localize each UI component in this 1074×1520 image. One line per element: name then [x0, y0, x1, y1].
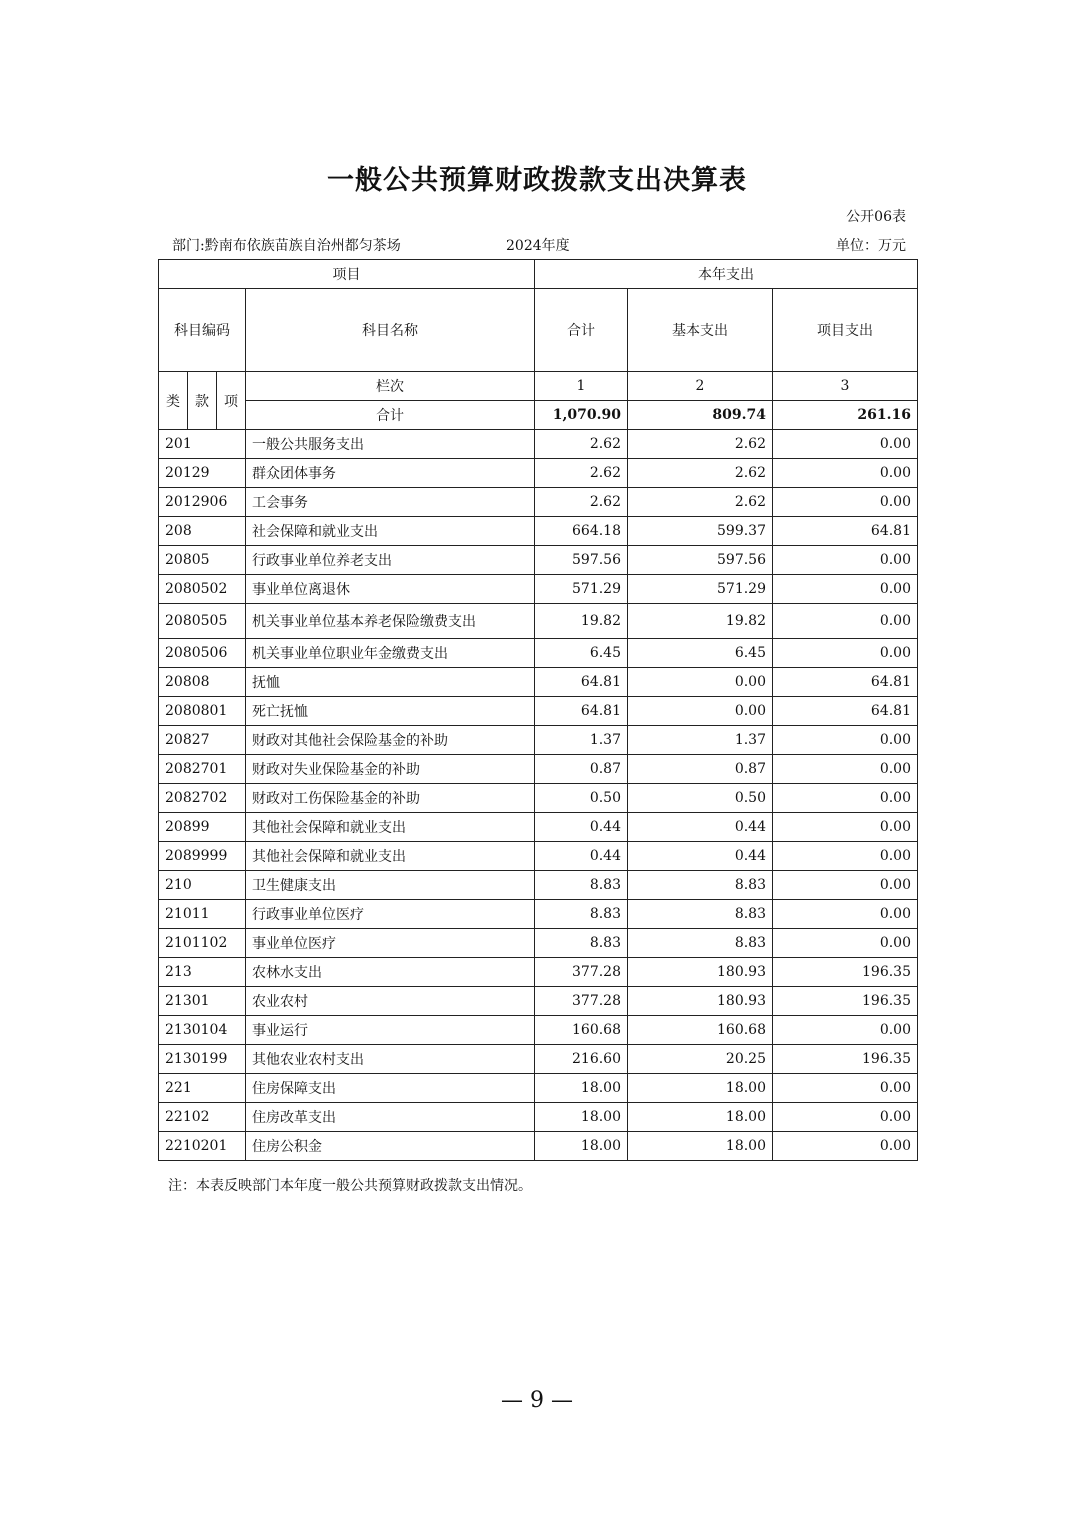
table-row: [159, 1103, 918, 1132]
total-cell: 18.00: [535, 1132, 628, 1161]
subject-code-cell: 2082701: [159, 755, 246, 784]
project-cell: 64.81: [773, 668, 918, 697]
document-title: 一般公共预算财政拨款支出决算表: [327, 165, 747, 196]
subject-name-cell: 行政事业单位医疗: [246, 900, 535, 929]
subject-code-cell: 2089999: [159, 842, 246, 871]
total-cell: 0.44: [535, 813, 628, 842]
header-col1: 1: [535, 372, 628, 401]
total-cell: 377.28: [535, 987, 628, 1016]
subject-code-cell: 20805: [159, 546, 246, 575]
subject-name-cell: 机关事业单位职业年金缴费支出: [246, 639, 535, 668]
table-row: [159, 668, 918, 697]
subject-name-cell: 事业单位医疗: [246, 929, 535, 958]
fiscal-year: 2024年度: [506, 238, 570, 254]
subject-code-cell: 2080505: [159, 604, 246, 639]
basic-cell: 18.00: [628, 1074, 773, 1103]
table-row: [159, 755, 918, 784]
subject-code-cell: 20899: [159, 813, 246, 842]
subject-name-cell: 死亡抚恤: [246, 697, 535, 726]
total-cell: 64.81: [535, 697, 628, 726]
header-row-3: [159, 372, 918, 401]
total-cell: 597.56: [535, 546, 628, 575]
project-cell: 196.35: [773, 1045, 918, 1074]
table-row: [159, 459, 918, 488]
basic-cell: 597.56: [628, 546, 773, 575]
total-cell: 18.00: [535, 1074, 628, 1103]
total-cell: 18.00: [535, 1103, 628, 1132]
basic-cell: 8.83: [628, 871, 773, 900]
header-project: 项目: [159, 260, 535, 289]
basic-cell: 6.45: [628, 639, 773, 668]
table-row: [159, 813, 918, 842]
header-column-no: 栏次: [246, 372, 535, 401]
subject-name-cell: 行政事业单位养老支出: [246, 546, 535, 575]
subject-code-cell: 201: [159, 430, 246, 459]
total-cell: 2.62: [535, 488, 628, 517]
basic-cell: 0.50: [628, 784, 773, 813]
project-cell: 0.00: [773, 575, 918, 604]
subject-code-cell: 2012906: [159, 488, 246, 517]
total-cell: 8.83: [535, 929, 628, 958]
total-cell: 1.37: [535, 726, 628, 755]
subject-name-cell: 工会事务: [246, 488, 535, 517]
footnote: 注：本表反映部门本年度一般公共预算财政拨款支出情况。: [168, 1178, 532, 1194]
subject-name-cell: 农林水支出: [246, 958, 535, 987]
basic-cell: 180.93: [628, 958, 773, 987]
table-row: [159, 488, 918, 517]
table-row: [159, 517, 918, 546]
project-cell: 196.35: [773, 958, 918, 987]
total-cell: 2.62: [535, 459, 628, 488]
subject-code-cell: 2130199: [159, 1045, 246, 1074]
table-row: [159, 575, 918, 604]
table-row: [159, 430, 918, 459]
department-label: 部门:黔南布依族苗族自治州都匀茶场: [172, 238, 401, 254]
project-cell: 0.00: [773, 755, 918, 784]
subject-name-cell: 事业单位离退休: [246, 575, 535, 604]
table-row: [159, 987, 918, 1016]
subject-code-cell: 221: [159, 1074, 246, 1103]
total-cell: 0.44: [535, 842, 628, 871]
basic-cell: 18.00: [628, 1103, 773, 1132]
page-number: — 9 —: [501, 1388, 573, 1413]
basic-cell: 2.62: [628, 488, 773, 517]
project-cell: 0.00: [773, 1103, 918, 1132]
subject-name-cell: 其他农业农村支出: [246, 1045, 535, 1074]
project-cell: 0.00: [773, 1016, 918, 1045]
total-basic: 809.74: [628, 401, 773, 430]
project-cell: 0.00: [773, 459, 918, 488]
total-project: 261.16: [773, 401, 918, 430]
basic-cell: 19.82: [628, 604, 773, 639]
subject-code-cell: 21301: [159, 987, 246, 1016]
table-row: [159, 726, 918, 755]
project-cell: 0.00: [773, 784, 918, 813]
project-cell: 0.00: [773, 929, 918, 958]
subject-name-cell: 一般公共服务支出: [246, 430, 535, 459]
project-cell: 0.00: [773, 900, 918, 929]
table-row: [159, 784, 918, 813]
project-cell: 0.00: [773, 604, 918, 639]
project-cell: 0.00: [773, 488, 918, 517]
subject-name-cell: 社会保障和就业支出: [246, 517, 535, 546]
table-row: [159, 604, 918, 639]
subject-name-cell: 事业运行: [246, 1016, 535, 1045]
subject-name-cell: 财政对工伤保险基金的补助: [246, 784, 535, 813]
subject-code-cell: 2130104: [159, 1016, 246, 1045]
subject-code-cell: 2080801: [159, 697, 246, 726]
table-row: [159, 639, 918, 668]
header-current-year-expense: 本年支出: [535, 260, 918, 289]
table-row: [159, 1045, 918, 1074]
total-cell: 8.83: [535, 900, 628, 929]
project-cell: 196.35: [773, 987, 918, 1016]
basic-cell: 0.87: [628, 755, 773, 784]
total-cell: 216.60: [535, 1045, 628, 1074]
project-cell: 0.00: [773, 813, 918, 842]
subject-name-cell: 抚恤: [246, 668, 535, 697]
subject-code-cell: 213: [159, 958, 246, 987]
basic-cell: 2.62: [628, 430, 773, 459]
basic-cell: 2.62: [628, 459, 773, 488]
total-cell: 571.29: [535, 575, 628, 604]
subject-code-cell: 20827: [159, 726, 246, 755]
basic-cell: 0.44: [628, 842, 773, 871]
header-row-1: [159, 260, 918, 289]
subject-name-cell: 群众团体事务: [246, 459, 535, 488]
project-cell: 0.00: [773, 546, 918, 575]
project-cell: 64.81: [773, 517, 918, 546]
basic-cell: 1.37: [628, 726, 773, 755]
project-cell: 0.00: [773, 639, 918, 668]
basic-cell: 18.00: [628, 1132, 773, 1161]
header-total: 合计: [535, 289, 628, 372]
basic-cell: 0.44: [628, 813, 773, 842]
subject-name-cell: 农业农村: [246, 987, 535, 1016]
basic-cell: 8.83: [628, 900, 773, 929]
subject-name-cell: 机关事业单位基本养老保险缴费支出: [246, 604, 535, 639]
subject-code-cell: 210: [159, 871, 246, 900]
project-cell: 64.81: [773, 697, 918, 726]
basic-cell: 571.29: [628, 575, 773, 604]
table-row: [159, 546, 918, 575]
subject-code-cell: 2080502: [159, 575, 246, 604]
table-row: [159, 929, 918, 958]
subject-code-cell: 2210201: [159, 1132, 246, 1161]
total-cell: 19.82: [535, 604, 628, 639]
table-row: [159, 697, 918, 726]
total-cell: 8.83: [535, 871, 628, 900]
total-cell: 664.18: [535, 517, 628, 546]
header-col3: 3: [773, 372, 918, 401]
header-subject-code: 科目编码: [159, 289, 246, 372]
total-row: [159, 401, 918, 430]
basic-cell: 599.37: [628, 517, 773, 546]
table-row: [159, 1132, 918, 1161]
subject-name-cell: 住房保障支出: [246, 1074, 535, 1103]
project-cell: 0.00: [773, 842, 918, 871]
unit-label: 单位：万元: [836, 238, 906, 254]
table-row: [159, 871, 918, 900]
subject-name-cell: 财政对失业保险基金的补助: [246, 755, 535, 784]
subject-name-cell: 财政对其他社会保险基金的补助: [246, 726, 535, 755]
project-cell: 0.00: [773, 871, 918, 900]
subject-name-cell: 卫生健康支出: [246, 871, 535, 900]
total-cell: 64.81: [535, 668, 628, 697]
basic-cell: 0.00: [628, 697, 773, 726]
header-row-2: [159, 289, 918, 372]
table-row: [159, 1016, 918, 1045]
total-label: 合计: [246, 401, 535, 430]
header-kuan: 款: [188, 372, 217, 430]
subject-code-cell: 2082702: [159, 784, 246, 813]
basic-cell: 20.25: [628, 1045, 773, 1074]
header-project-expense: 项目支出: [773, 289, 918, 372]
subject-code-cell: 21011: [159, 900, 246, 929]
subject-code-cell: 208: [159, 517, 246, 546]
subject-code-cell: 22102: [159, 1103, 246, 1132]
subject-code-cell: 2080506: [159, 639, 246, 668]
total-cell: 160.68: [535, 1016, 628, 1045]
table-row: [159, 1074, 918, 1103]
project-cell: 0.00: [773, 1074, 918, 1103]
subject-name-cell: 其他社会保障和就业支出: [246, 842, 535, 871]
subject-name-cell: 住房改革支出: [246, 1103, 535, 1132]
subject-code-cell: 20808: [159, 668, 246, 697]
subject-code-cell: 2101102: [159, 929, 246, 958]
project-cell: 0.00: [773, 726, 918, 755]
budget-table: [158, 259, 918, 1161]
total-cell: 377.28: [535, 958, 628, 987]
header-subject-name: 科目名称: [246, 289, 535, 372]
basic-cell: 180.93: [628, 987, 773, 1016]
basic-cell: 160.68: [628, 1016, 773, 1045]
subject-name-cell: 住房公积金: [246, 1132, 535, 1161]
total-cell: 2.62: [535, 430, 628, 459]
table-number: 公开06表: [846, 209, 906, 225]
total-cell: 0.50: [535, 784, 628, 813]
table-row: [159, 958, 918, 987]
project-cell: 0.00: [773, 430, 918, 459]
header-lei: 类: [159, 372, 188, 430]
header-col2: 2: [628, 372, 773, 401]
project-cell: 0.00: [773, 1132, 918, 1161]
header-basic: 基本支出: [628, 289, 773, 372]
header-xiang: 项: [217, 372, 246, 430]
basic-cell: 0.00: [628, 668, 773, 697]
total-total: 1,070.90: [535, 401, 628, 430]
subject-code-cell: 20129: [159, 459, 246, 488]
table-row: [159, 842, 918, 871]
basic-cell: 8.83: [628, 929, 773, 958]
subject-name-cell: 其他社会保障和就业支出: [246, 813, 535, 842]
table-row: [159, 900, 918, 929]
total-cell: 0.87: [535, 755, 628, 784]
total-cell: 6.45: [535, 639, 628, 668]
